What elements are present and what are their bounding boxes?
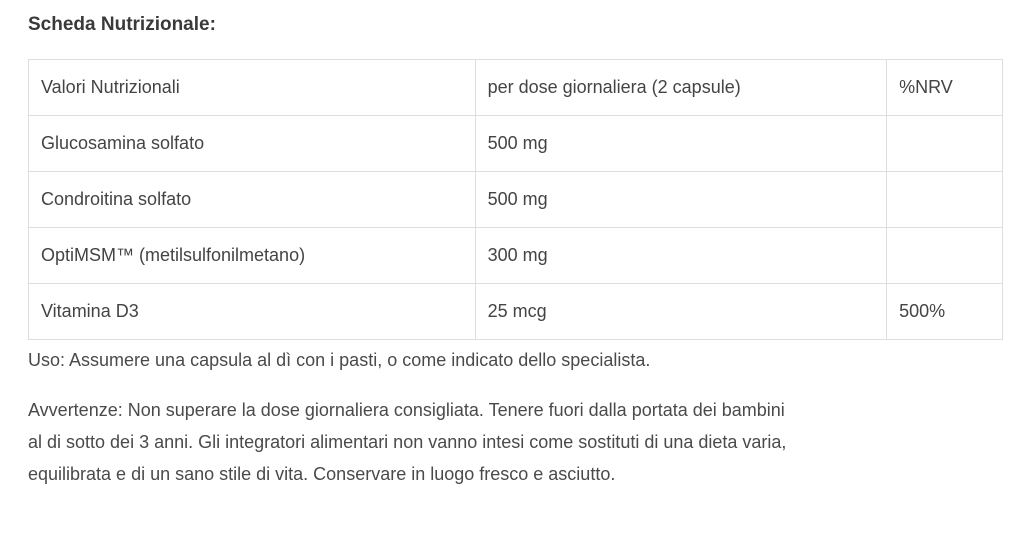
header-cell-daily-dose: per dose giornaliera (2 capsule) — [475, 60, 887, 116]
table-header-row — [29, 60, 1003, 116]
nutrient-cell: Glucosamina solfato — [29, 116, 476, 172]
nutrient-cell: Vitamina D3 — [29, 284, 476, 340]
warnings-text: Avvertenze: Non superare la dose giornaliera consigliata. Tenere fuori dalla portata dei bambini al di sotto dei 3 anni. Gli integratori alimentari non vanno intesi come sostituti di una dieta varia, equilibrata e di un sano stile di vita. Conservare in luogo fresco e asciutto. — [28, 400, 787, 484]
nutrition-table — [28, 59, 1003, 340]
dose-cell: 25 mcg — [475, 284, 887, 340]
table-row — [29, 172, 1003, 228]
dose-cell: 500 mg — [475, 172, 887, 228]
header-cell-nrv: %NRV — [887, 60, 1003, 116]
usage-text: Uso: Assumere una capsula al dì con i pasti, o come indicato dello specialista. — [28, 350, 651, 370]
dose-cell: 500 mg — [475, 116, 887, 172]
nrv-cell: 500% — [887, 284, 1003, 340]
nrv-cell — [887, 116, 1003, 172]
dose-cell: 300 mg — [475, 228, 887, 284]
section-title: Scheda Nutrizionale: — [28, 14, 216, 35]
table-row — [29, 228, 1003, 284]
nrv-cell — [887, 228, 1003, 284]
nutrient-cell: Condroitina solfato — [29, 172, 476, 228]
table-row — [29, 116, 1003, 172]
table-row — [29, 284, 1003, 340]
header-cell-nutrient: Valori Nutrizionali — [29, 60, 476, 116]
nrv-cell — [887, 172, 1003, 228]
nutrient-cell: OptiMSM™ (metilsulfonilmetano) — [29, 228, 476, 284]
